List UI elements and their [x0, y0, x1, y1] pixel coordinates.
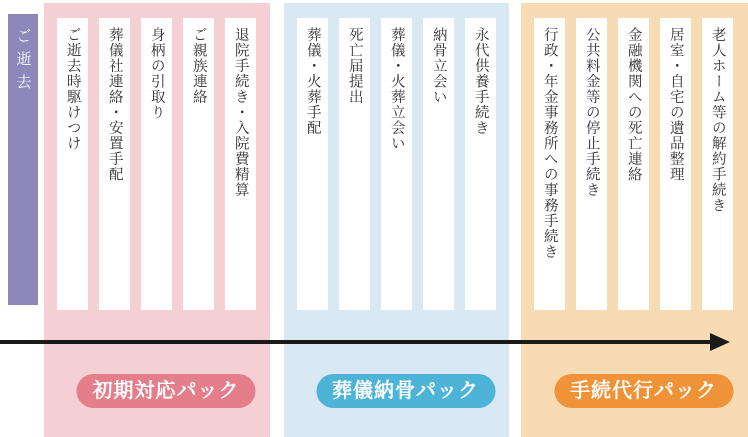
service-item-label: 葬儀・火葬立会い: [388, 27, 405, 151]
service-item: [618, 18, 649, 310]
service-item-label: 葬儀・火葬手配: [304, 27, 321, 136]
service-item-label: 退院手続き・入院費精算: [232, 27, 249, 198]
service-item: [339, 18, 370, 310]
service-item-label: 身柄の引取り: [148, 27, 165, 120]
service-item: [57, 18, 88, 310]
section-initial-response-pack: [44, 3, 270, 437]
service-item-label: 老人ホーム等の解約手続き: [709, 27, 726, 213]
funeral-interment-items: [284, 3, 509, 310]
pack-label-initial-response: 初期対応パック: [77, 374, 256, 408]
initial-response-items: [44, 3, 270, 310]
service-item-label: 行政・年金事務所への事務手続き: [541, 27, 558, 260]
service-item: [660, 18, 691, 310]
service-item-label: 金融機関への死亡連絡: [625, 27, 642, 182]
service-item: [225, 18, 256, 310]
service-item: [702, 18, 733, 310]
timeline-arrow-line: [0, 340, 712, 344]
pack-label-procedure-agency: 手続代行パック: [554, 374, 733, 408]
service-item: [465, 18, 496, 310]
service-item-label: 葬儀社連絡・安置手配: [106, 27, 123, 182]
service-item: [423, 18, 454, 310]
service-item-label: ご逝去時駆けつけ: [64, 27, 81, 151]
section-procedure-agency-pack: [521, 3, 748, 437]
service-item-label: 死亡届提出: [346, 27, 363, 105]
section-funeral-interment-pack: [284, 3, 509, 437]
service-item: [297, 18, 328, 310]
service-item-label: 永代供養手続き: [472, 27, 489, 136]
service-item: [534, 18, 565, 310]
service-item: [99, 18, 130, 310]
service-item-label: 居室・自宅の遺品整理: [667, 27, 684, 182]
service-item: [576, 18, 607, 310]
death-label-bar: [8, 14, 38, 305]
procedure-agency-items: [521, 3, 748, 310]
service-item: [381, 18, 412, 310]
service-item-label: 納骨立会い: [430, 27, 447, 105]
death-label: ご逝去: [14, 28, 32, 97]
pack-label-funeral-interment: 葬儀納骨パック: [316, 374, 495, 408]
service-item: [183, 18, 214, 310]
timeline-arrow-head-icon: [710, 333, 730, 351]
service-item-label: ご親族連絡: [190, 27, 207, 105]
service-item-label: 公共料金等の停止手続き: [583, 27, 600, 198]
service-item: [141, 18, 172, 310]
